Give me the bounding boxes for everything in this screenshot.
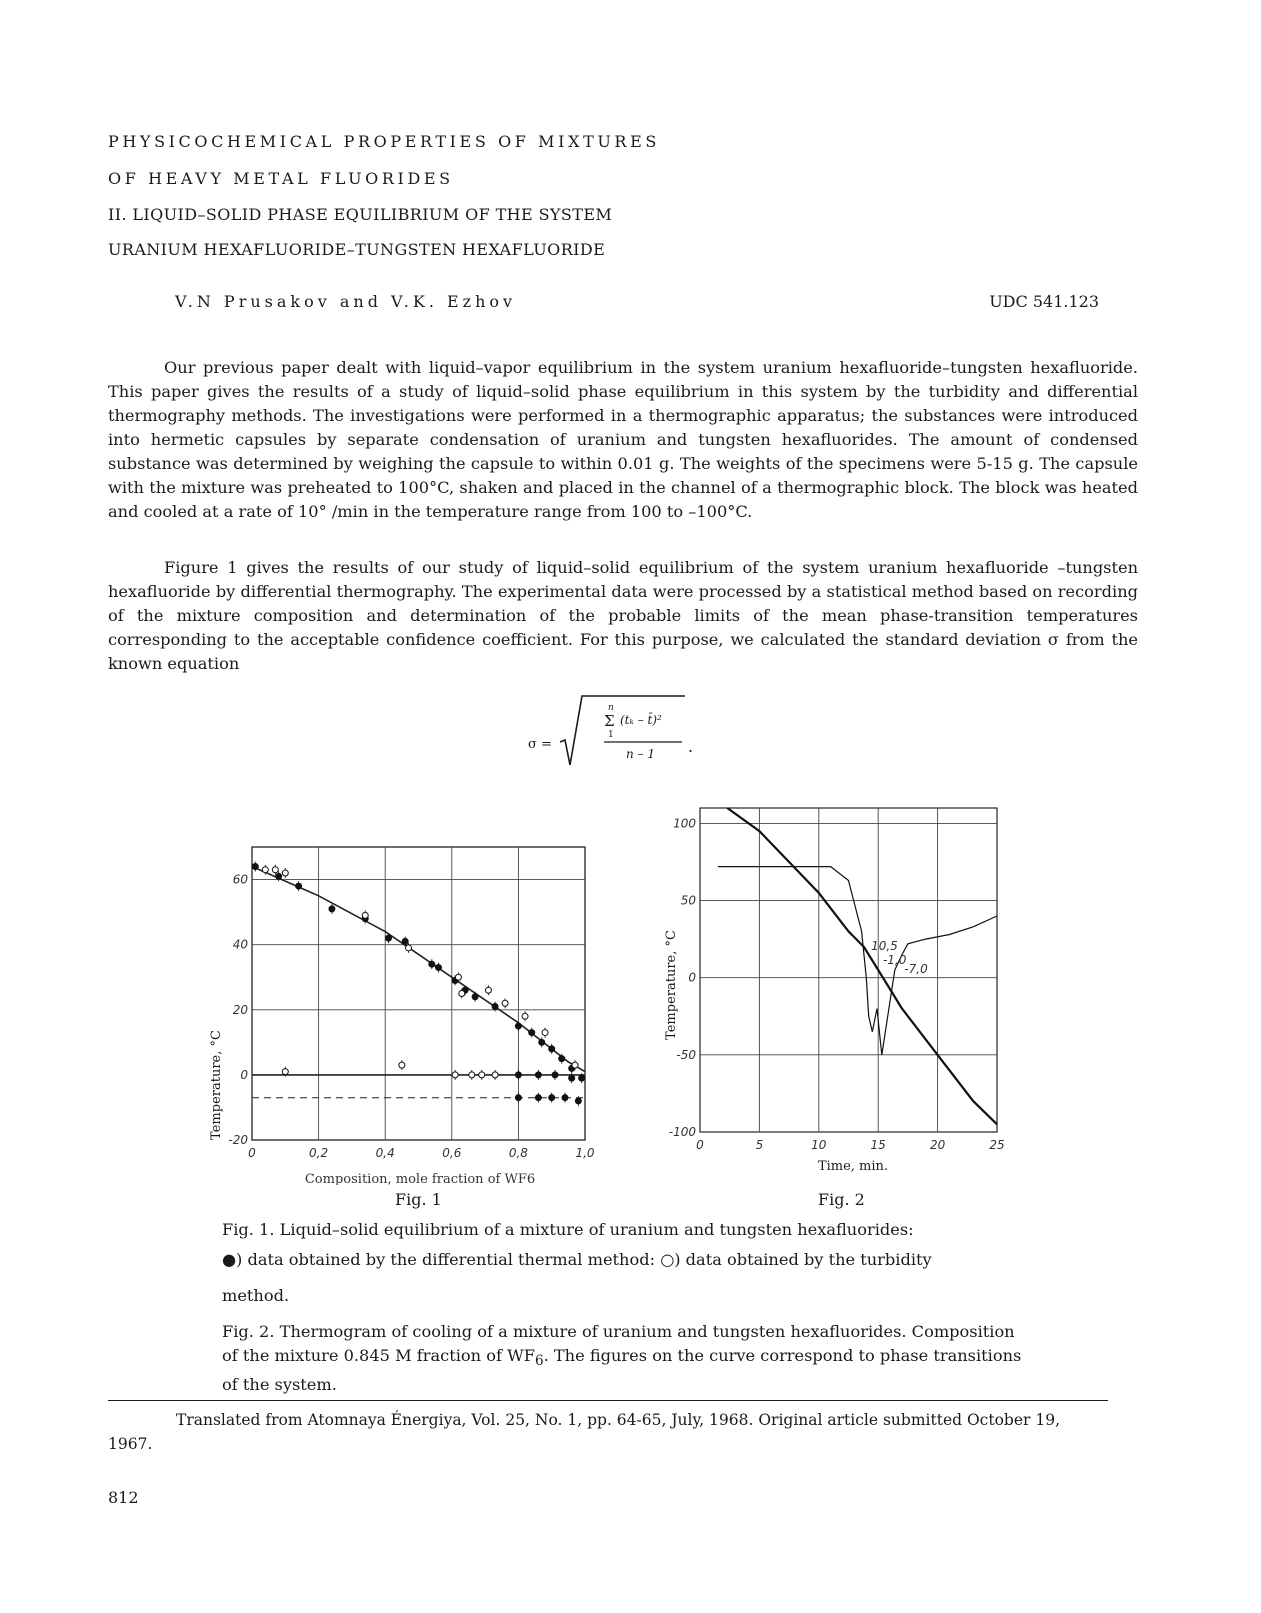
authors: V.N Prusakov and V.K. Ezhov [175, 292, 517, 311]
open-marker-icon: ○ [660, 1250, 675, 1269]
fig1-point-open [542, 1030, 548, 1036]
fig2-annotation: 10,5 [871, 938, 898, 953]
fig1-point-open [485, 987, 491, 993]
fig1-point-open [282, 870, 288, 876]
fig1-point-open [572, 1062, 578, 1068]
fig2-ylabel: Temperature, °C [664, 930, 679, 1040]
fig1-point-filled [435, 964, 441, 970]
fig1-plot-frame [252, 847, 585, 1140]
fig1-point-open [272, 867, 278, 873]
fig1-x-tick-label: 0,6 [442, 1146, 462, 1160]
fig1-point-open [262, 867, 268, 873]
equation-end: . [688, 737, 694, 756]
fig1-label: Fig. 1 [395, 1190, 442, 1209]
caption-fig1-part3: ) data obtained by the turbidity [674, 1250, 932, 1269]
fig2-y-tick-label: 0 [688, 970, 696, 985]
fig1-x-tick-label: 0,8 [508, 1146, 528, 1160]
fig2-y-tick-label: -100 [668, 1125, 696, 1139]
fig1-point-filled [515, 1095, 521, 1101]
equation-lhs: σ = [528, 737, 552, 752]
fig1-point-open [282, 1069, 288, 1075]
fig2-x-tick-label: 15 [870, 1138, 886, 1152]
footnote: Translated from Atomnaya Énergiya, Vol. 25, No. 1, pp. 64-65, July, 1968. Original article submitted October 19, 1967. [108, 1411, 1060, 1453]
fig1-point-filled [549, 1095, 555, 1101]
page-number: 812 [108, 1488, 139, 1507]
fig1-point-filled [429, 961, 435, 967]
fig1-point-filled [329, 906, 335, 912]
filled-marker-icon: ● [222, 1250, 237, 1269]
radical-sign [560, 696, 685, 765]
fig1-point-open [459, 991, 465, 997]
fig2-annotation: -7,0 [904, 962, 928, 977]
fig1-point-filled [559, 1056, 565, 1062]
figure-2-chart [655, 800, 1015, 1180]
fig1-y-tick-label: 20 [232, 1002, 248, 1017]
fig1-y-tick-label: -20 [228, 1133, 248, 1147]
equation-sum-upper: n [608, 703, 614, 713]
fig1-point-filled [515, 1072, 521, 1078]
caption-fig1-line3: method. [222, 1286, 290, 1305]
caption-fig2-start: Fig. 2. Thermogram of cooling of a mixture of uranium and tungsten hexafluorides. Composition of the mixture 0.845 M fraction of WF [222, 1322, 1015, 1365]
paragraph-2: Figure 1 gives the results of our study of liquid–solid equilibrium of the system uranium hexafluoride –tungsten hexafluoride by differential thermography. The experimental data were processed by a statistical method based on recording of the mixture composition and determination of the probable limits of the mean phase-transition temperatures corresponding to the acceptable confidence coefficient. For this purpose, we calculated the standard deviation σ from the known equation [108, 558, 1138, 673]
fig1-point-open [492, 1072, 498, 1078]
fig1-x-tick-label: 0 [248, 1146, 256, 1160]
fig2-y-tick-label: -50 [676, 1047, 696, 1062]
fig1-point-filled [575, 1098, 581, 1104]
fig1-point-filled [562, 1095, 568, 1101]
caption-fig1-line2 [222, 1248, 1022, 1272]
equation-sum-sign: Σ [604, 712, 615, 730]
fig1-ylabel: Temperature, °C [209, 1030, 224, 1140]
fig2-label: Fig. 2 [818, 1190, 865, 1209]
fig1-point-open [455, 974, 461, 980]
fig1-point-filled [535, 1095, 541, 1101]
fig1-point-filled [569, 1075, 575, 1081]
caption-fig2 [222, 1320, 1022, 1397]
fig1-x-tick-label: 1,0 [575, 1146, 595, 1160]
fig1-x-tick-label: 0,4 [375, 1146, 395, 1160]
fig1-curve-line [252, 867, 585, 1072]
fig1-y-tick-label: 0 [240, 1067, 248, 1082]
fig1-point-filled [472, 994, 478, 1000]
paper-title-line1: PHYSICOCHEMICAL PROPERTIES OF MIXTURES [108, 132, 660, 151]
footnote-rule [108, 1400, 1108, 1401]
fig2-x-tick-label: 0 [696, 1138, 704, 1152]
fig1-point-filled [276, 873, 282, 879]
caption-fig1-part2: ) data obtained by the differential thermal method: [236, 1250, 656, 1269]
udc-code: UDC 541.123 [989, 292, 1099, 311]
paper-subtitle-line2: URANIUM HEXAFLUORIDE–TUNGSTEN HEXAFLUORIDE [108, 240, 606, 259]
fig1-point-open [502, 1000, 508, 1006]
fig2-y-tick-label: 100 [673, 816, 696, 831]
fig1-point-filled [552, 1072, 558, 1078]
fig2-x-tick-label: 20 [929, 1138, 946, 1152]
fig2-xlabel: Time, min. [817, 1159, 889, 1174]
fig1-point-filled [529, 1030, 535, 1036]
fig1-point-filled [539, 1039, 545, 1045]
fig2-x-tick-label: 25 [989, 1138, 1005, 1152]
caption-fig1-line1: Fig. 1. Liquid–solid equilibrium of a mixture of uranium and tungsten hexafluorides: [222, 1220, 914, 1239]
fig1-point-filled [402, 938, 408, 944]
fig2-temperature-curve [727, 808, 997, 1124]
fig2-x-tick-label: 10 [811, 1138, 827, 1152]
fig2-y-tick-label: 50 [680, 893, 696, 908]
fig1-point-filled [386, 935, 392, 941]
caption-fig2-end: . The figures on the curve correspond to phase transitions of the system. [222, 1346, 1022, 1395]
fig1-point-open [406, 945, 412, 951]
paper-title-line2: OF HEAVY METAL FLUORIDES [108, 169, 454, 188]
paper-subtitle-line1: II. LIQUID–SOLID PHASE EQUILIBRIUM OF THE SYSTEM [108, 205, 613, 224]
fig2-x-tick-label: 5 [755, 1138, 764, 1152]
fig2-annotation: -1,0 [882, 952, 907, 967]
fig1-point-filled [252, 864, 258, 870]
equation-numerator: (tₖ – t̄)² [620, 713, 662, 727]
paragraph-1: Our previous paper dealt with liquid–vapor equilibrium in the system uranium hexafluoride–tungsten hexafluoride. This paper gives the results of a study of liquid–solid phase equilibrium in this system by the turbidity and differential thermography methods. The investigations were performed in a thermographic apparatus; the substances were introduced into hermetic capsules by separate condensation of uranium and tungsten hexafluorides. The amount of condensed substance was determined by weighing the capsule to within 0.01 g. The weights of the specimens were 5-15 g. The capsule with the mixture was preheated to 100°C, shaken and placed in the channel of a thermographic block. The block was heated and cooled at a rate of 10° /min in the temperature range from 100 to –100°C. [108, 358, 1138, 521]
fig1-point-filled [515, 1023, 521, 1029]
fig1-y-tick-label: 40 [232, 937, 248, 952]
fig1-xlabel: Composition, mole fraction of WF6 [304, 1172, 536, 1185]
fig1-point-filled [579, 1075, 585, 1081]
fig1-point-open [469, 1072, 475, 1078]
fig1-point-filled [296, 883, 302, 889]
equation-sum-lower: 1 [608, 730, 614, 740]
std-dev-equation [520, 690, 720, 770]
fig2-plot-frame [700, 808, 997, 1132]
fig1-point-open [399, 1062, 405, 1068]
figure-1-chart [200, 835, 600, 1185]
fig1-point-open [522, 1013, 528, 1019]
fig1-point-open [479, 1072, 485, 1078]
fig1-point-filled [549, 1046, 555, 1052]
fig1-y-tick-label: 60 [232, 872, 248, 887]
caption-fig2-sub: 6 [535, 1353, 544, 1370]
fig1-x-tick-label: 0,2 [309, 1146, 329, 1160]
fig1-point-filled [535, 1072, 541, 1078]
fig1-point-filled [492, 1004, 498, 1010]
fig1-point-open [362, 912, 368, 918]
equation-denominator: n – 1 [626, 747, 655, 761]
fig1-point-open [452, 1072, 458, 1078]
